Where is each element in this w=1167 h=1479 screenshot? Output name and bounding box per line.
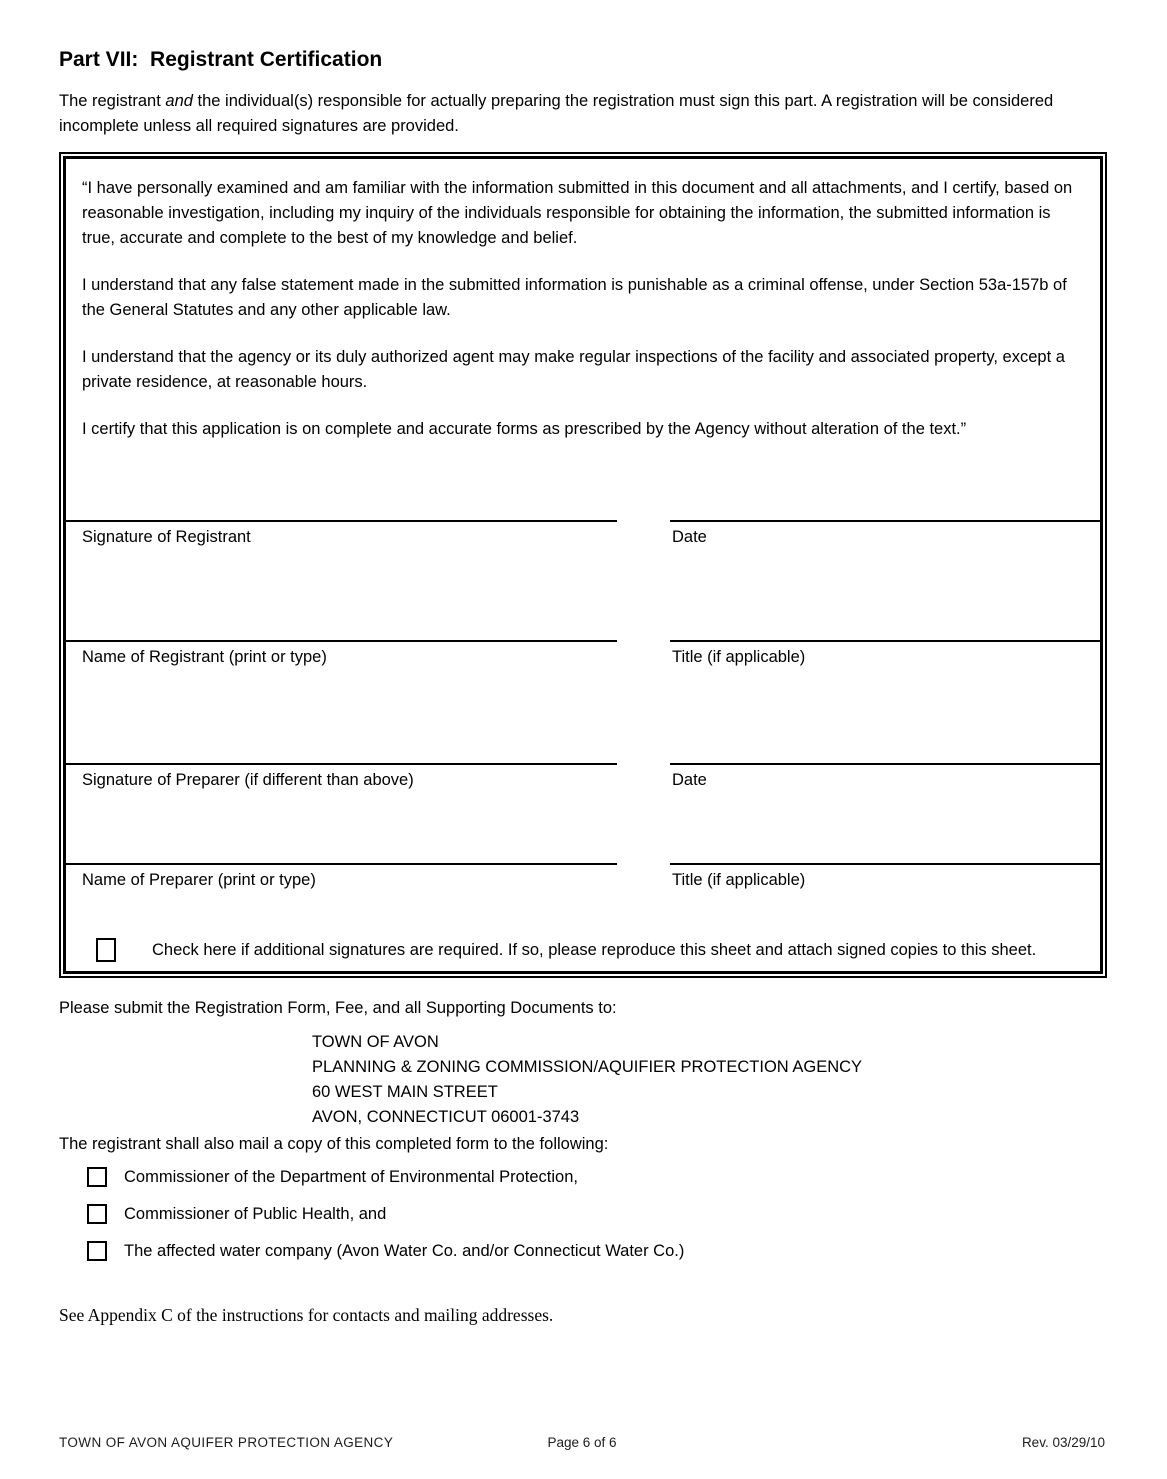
certification-box-inner — [63, 156, 1103, 974]
preparer-date-label: Date — [672, 771, 707, 789]
footer-revision: Rev. 03/29/10 — [1021, 1435, 1105, 1450]
signature-row-preparer — [66, 763, 1100, 863]
address-line-2: PLANNING & ZONING COMMISSION/AQUIFIER PROTECTION AGENCY — [312, 1058, 863, 1076]
preparer-title-label: Title (if applicable) — [672, 871, 806, 889]
name-row-registrant — [66, 640, 1100, 763]
intro-part1: The registrant — [59, 92, 166, 110]
appendix-note: See Appendix C of the instructions for contacts and mailing addresses. — [59, 1305, 554, 1325]
water-company-label: The affected water company (Avon Water Co. and/or Connecticut Water Co.) — [124, 1242, 685, 1260]
water-company-checkbox[interactable] — [87, 1241, 107, 1261]
registrant-date-label: Date — [672, 528, 707, 546]
public-health-commissioner-checkbox[interactable] — [87, 1204, 107, 1224]
page-title: Part VII: Registrant Certification — [59, 48, 383, 71]
dep-commissioner-label: Commissioner of the Department of Environmental Protection, — [124, 1168, 578, 1186]
registrant-name-line — [66, 640, 617, 668]
mail-copy-item-water — [87, 1241, 1107, 1263]
preparer-signature-line — [66, 763, 617, 791]
signature-area-spacer — [66, 464, 1100, 520]
preparer-date-line — [670, 763, 1100, 791]
additional-signatures-checkbox[interactable] — [96, 938, 116, 962]
mail-copy-list — [87, 1167, 1107, 1263]
intro-text — [59, 89, 1061, 139]
address-line-1: TOWN OF AVON — [312, 1033, 439, 1051]
preparer-name-line — [66, 863, 617, 891]
registrant-date-line — [670, 520, 1100, 548]
intro-emphasis: and — [165, 92, 193, 110]
registrant-signature-line — [66, 520, 617, 548]
page-footer — [59, 1434, 1105, 1452]
signature-row-registrant — [66, 520, 1100, 640]
dep-commissioner-checkbox[interactable] — [87, 1167, 107, 1187]
mail-copy-item-dep — [87, 1167, 1107, 1189]
certification-paragraph-2: I understand that any false statement made in the submitted information is punishable as a criminal offense, under Section 53a-157b of the General Statutes and any other applicable law. — [82, 276, 1067, 319]
certification-paragraph-1: “I have personally examined and am familiar with the information submitted in this document and all attachments, and I certify, based on reasonable investigation, including my inquiry of the individuals responsible for obtaining the information, the submitted information is true, accurate and complete to the best of my knowledge and belief. — [82, 179, 1073, 247]
certification-paragraph-3: I understand that the agency or its duly authorized agent may make regular inspections of the facility and associated property, except a private residence, at reasonable hours. — [82, 348, 1065, 391]
submit-instruction: Please submit the Registration Form, Fee, and all Supporting Documents to: — [59, 999, 617, 1017]
registrant-title-line — [670, 640, 1100, 668]
registrant-title-label: Title (if applicable) — [672, 648, 806, 666]
address-line-3: 60 WEST MAIN STREET — [312, 1083, 498, 1101]
intro-part2: the individual(s) responsible for actually preparing the registration must sign this part. A registration will be considered incomplete unless all required signatures are provided. — [59, 92, 1054, 135]
preparer-title-line — [670, 863, 1100, 891]
additional-signatures-row — [96, 938, 1088, 963]
name-row-preparer — [66, 863, 1100, 913]
footer-page-number: Page 6 of 6 — [547, 1435, 617, 1450]
certification-box — [59, 152, 1107, 978]
preparer-signature-label: Signature of Preparer (if different than above) — [82, 771, 414, 789]
public-health-commissioner-label: Commissioner of Public Health, and — [124, 1205, 387, 1223]
address-line-4: AVON, CONNECTICUT 06001-3743 — [312, 1108, 580, 1126]
mail-copy-item-health — [87, 1204, 1107, 1226]
mail-copy-instruction: The registrant shall also mail a copy of this completed form to the following: — [59, 1135, 609, 1153]
registrant-name-label: Name of Registrant (print or type) — [82, 648, 327, 666]
preparer-name-label: Name of Preparer (print or type) — [82, 871, 316, 889]
additional-signatures-label: Check here if additional signatures are required. If so, please reproduce this sheet and attach signed copies to this sheet. — [152, 941, 1037, 959]
registrant-signature-label: Signature of Registrant — [82, 528, 251, 546]
footer-agency: TOWN OF AVON AQUIFER PROTECTION AGENCY — [59, 1435, 394, 1450]
certification-paragraph-4: I certify that this application is on complete and accurate forms as prescribed by the Agency without alteration of the text.” — [82, 420, 967, 438]
mailing-address — [312, 1030, 1107, 1130]
